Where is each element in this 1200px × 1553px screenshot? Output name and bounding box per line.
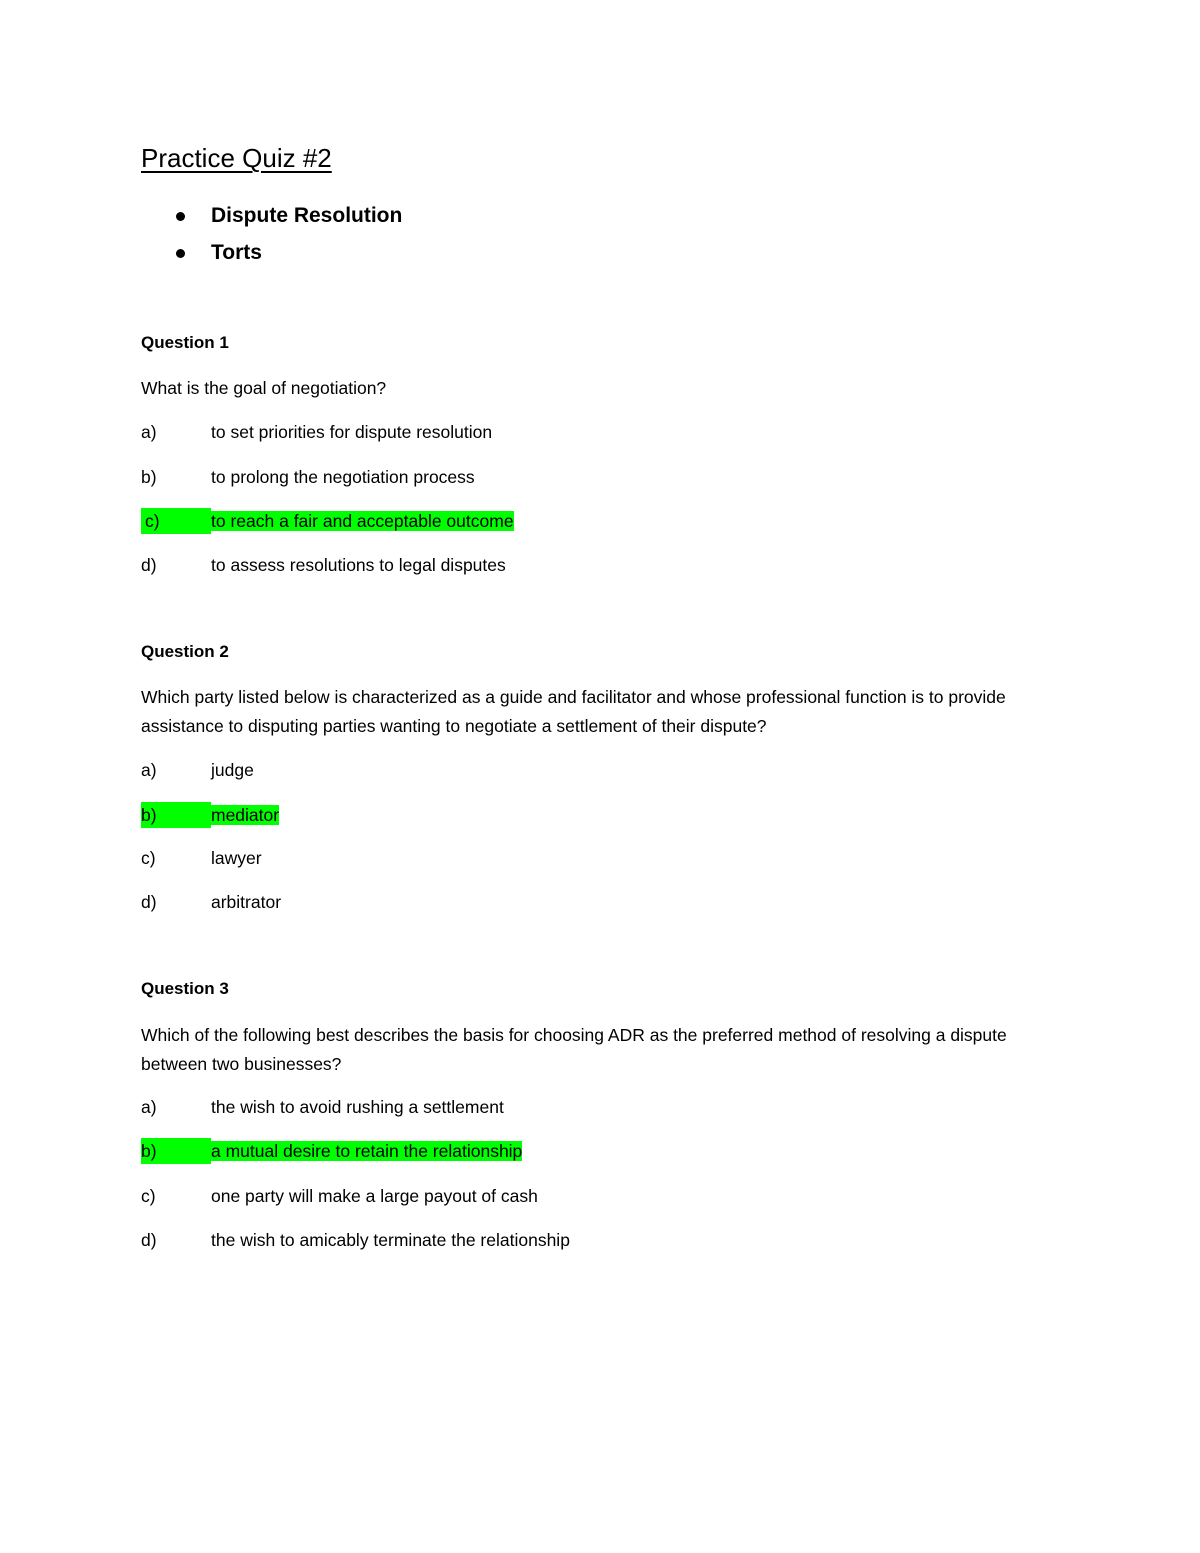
option-letter: b) [141,802,211,828]
answer-option-correct [141,1138,522,1164]
topic-item [174,237,402,274]
option-text: to prolong the negotiation process [211,467,475,487]
option-text: a mutual desire to retain the relationship [211,1141,523,1161]
option-text: judge [211,760,254,780]
answer-option [141,757,254,783]
answer-option [141,1183,538,1209]
option-text: to set priorities for dispute resolution [211,422,493,442]
answer-option [141,419,492,445]
option-letter: d) [141,1230,157,1250]
bullet-icon [176,249,185,258]
answer-option-correct [141,508,514,534]
bullet-icon [176,212,185,221]
option-text: one party will make a large payout of cash [211,1186,538,1206]
option-letter: c) [141,508,211,534]
option-text: arbitrator [211,892,282,912]
question-text: Which of the following best describes the basis for choosing ADR as the preferred method of resolving a dispute between two businesses? [141,1025,1007,1074]
option-letter: b) [141,467,157,487]
question-heading: Question 3 [141,979,229,998]
answer-option-correct [141,802,279,828]
option-text: the wish to amicably terminate the relationship [211,1230,570,1250]
option-letter: c) [141,1186,156,1206]
option-text: to reach a fair and acceptable outcome [211,511,514,531]
page-title: Practice Quiz #2 [141,143,332,173]
question-text: Which party listed below is characterized as a guide and facilitator and whose professional function is to provide assistance to disputing parties wanting to negotiate a settlement of their dispute? [141,687,1006,736]
answer-option [141,552,506,578]
answer-option [141,1094,504,1120]
question-heading: Question 2 [141,642,229,661]
question-heading: Question 1 [141,333,229,352]
option-letter: d) [141,555,157,575]
option-text: to assess resolutions to legal disputes [211,555,506,575]
option-text: the wish to avoid rushing a settlement [211,1097,504,1117]
topic-item [174,200,402,237]
answer-option [141,889,281,915]
answer-option [141,464,475,490]
answer-option [141,845,262,871]
topic-label: Dispute Resolution [211,204,403,227]
option-letter: a) [141,1097,157,1117]
option-letter: d) [141,892,157,912]
topic-label: Torts [211,241,262,264]
option-letter: c) [141,848,156,868]
option-letter: b) [141,1138,211,1164]
answer-option [141,1227,570,1253]
option-text: lawyer [211,848,262,868]
topic-list [174,200,402,274]
option-letter: a) [141,760,157,780]
option-letter: a) [141,422,157,442]
option-text: mediator [211,805,280,825]
question-text: What is the goal of negotiation? [141,378,387,398]
